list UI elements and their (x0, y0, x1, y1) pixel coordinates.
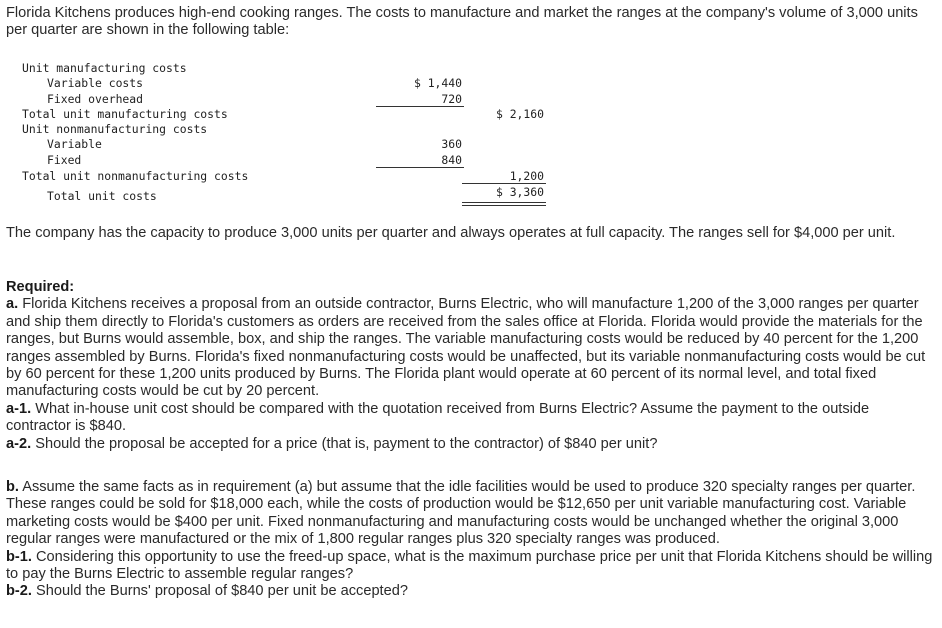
row-label-total-unit-manufacturing-costs: Total unit manufacturing costs (22, 107, 228, 121)
part-b2-label: b-2. (6, 583, 32, 600)
part-b (6, 479, 938, 549)
row-label-fixed-overhead: Fixed overhead (47, 92, 144, 106)
value-variable-costs: $ 1,440 (413, 76, 462, 90)
part-a1-text: What in-house unit cost should be compared with the quotation received from Burns Electric? Assume the payment to the outside contractor is $840. (6, 400, 870, 435)
subtotal-rule (376, 106, 464, 107)
double-rule-top (462, 202, 546, 203)
value-total-unit-manufacturing-costs: $ 2,160 (495, 107, 544, 121)
row-label-total-unit-nonmanufacturing-costs: Total unit nonmanufacturing costs (22, 169, 249, 183)
row-label-unit-nonmanufacturing-costs: Unit nonmanufacturing costs (22, 122, 208, 136)
value-total-unit-nonmanufacturing-costs: 1,200 (509, 169, 544, 183)
total-rule (462, 183, 546, 184)
value-fixed-overhead: 720 (441, 92, 462, 106)
double-rule-bottom (462, 205, 546, 206)
part-b1-text: Considering this opportunity to use the freed-up space, what is the maximum purchase price per unit that Florida Kitchens should be willing to pay the Burns Electric to assemble regular ranges? (6, 548, 933, 583)
intro-paragraph: Florida Kitchens produces high-end cooking ranges. The costs to manufacture and market the ranges at the company's volume of 3,000 units per quarter are shown in the following table: (6, 5, 918, 39)
part-a1-label: a-1. (6, 400, 32, 417)
capacity-paragraph: The company has the capacity to produce 3,000 units per quarter and always operates at full capacity. The ranges sell for $4,000 per unit. (6, 225, 896, 241)
value-fixed: 840 (441, 153, 462, 167)
subtotal-rule (376, 167, 464, 168)
required-heading: Required: (6, 279, 75, 295)
part-a (6, 296, 938, 400)
part-b-text: Assume the same facts as in requirement (a) but assume that the idle facilities would be used to produce 320 specialty ranges per quarter. These ranges could be sold for $18,000 each, while the costs of production would be $12,650 per unit variable manufacturing cost. Variable marketing costs would be $400 per unit. Fixed nonmanufacturing and manufacturing costs would be unchanged whether the original 3,000 regular ranges were manufactured or the mix of 1,800 regular ranges plus 320 specialty ranges was produced. (6, 479, 916, 548)
row-label-total-unit-costs: Total unit costs (47, 189, 157, 203)
part-b1 (6, 549, 938, 584)
part-b1-label: b-1. (6, 548, 32, 565)
part-a-label: a. (6, 296, 19, 313)
part-b2 (6, 583, 938, 600)
value-total-unit-costs: $ 3,360 (495, 185, 544, 199)
required-section-a (6, 279, 938, 453)
part-a2-label: a-2. (6, 435, 32, 452)
row-label-fixed: Fixed (47, 153, 82, 167)
cost-table (0, 0, 942, 210)
part-a2 (6, 436, 938, 453)
part-a2-text: Should the proposal be accepted for a price (that is, payment to the contractor) of $840 per unit? (35, 435, 658, 452)
row-label-variable-costs: Variable costs (47, 76, 144, 90)
part-b-label: b. (6, 479, 19, 495)
part-a-text: Florida Kitchens receives a proposal from an outside contractor, Burns Electric, who will manufacture 1,200 of the 3,000 ranges per quarter and ship them directly to Florida's customers as orders are received from the sales office at Florida. Florida would provide the materials for the ranges, but Burns would assemble, box, and ship the ranges. The variable manufacturing costs would be reduced by 40 percent for the 1,200 ranges assembled by Burns. Florida's fixed nonmanufacturing costs would be unaffected, but its variable nonmanufacturing costs would be cut by 60 percent for these 1,200 units produced by Burns. The Florida plant would operate at 60 percent of its normal level, and total fixed manufacturing costs would be cut by 20 percent. (6, 296, 926, 400)
required-section-b (6, 479, 938, 601)
row-label-unit-manufacturing-costs: Unit manufacturing costs (22, 61, 187, 75)
value-variable: 360 (441, 137, 462, 151)
row-label-variable: Variable (47, 137, 102, 151)
part-a1 (6, 401, 938, 436)
part-b2-text: Should the Burns' proposal of $840 per unit be accepted? (36, 583, 408, 600)
